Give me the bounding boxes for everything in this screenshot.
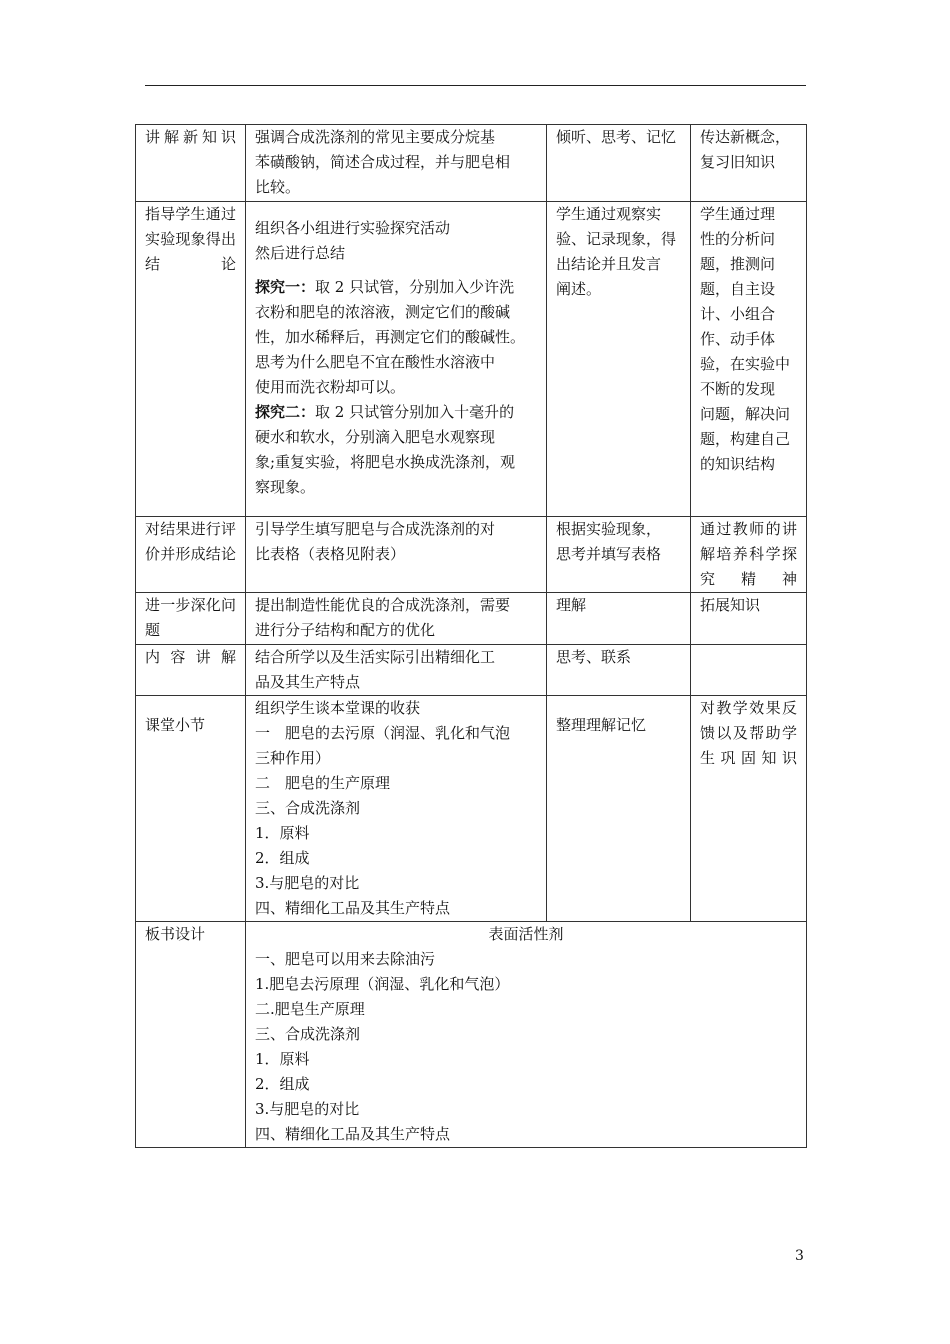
text-line: 象;重复实验，将肥皂水换成洗涤剂，观 — [255, 453, 516, 471]
header-rule — [145, 85, 806, 86]
text-line: 倾听、思考、记忆 — [556, 128, 677, 146]
stage-cell: 板书设计 — [136, 922, 246, 1148]
text-line: 不断的发现 — [700, 380, 776, 398]
table-row — [136, 517, 807, 593]
text-line: 思考、联系 — [556, 648, 632, 666]
text-line: 1．原料 — [255, 824, 310, 842]
teacher-activity-cell — [246, 696, 547, 922]
text-line: 性，加水稀释后，再测定它们的酸碱性。 — [255, 328, 526, 346]
text-line: 2．组成 — [255, 1075, 310, 1093]
purpose-cell: 通过教师的讲解培养科学探究精神 — [691, 517, 807, 593]
text-line: 性的分析问 — [700, 230, 776, 248]
text-line: 比表格（表格见附表） — [255, 545, 406, 563]
text-line: 思考为什么肥皂不宜在酸性水溶液中 — [255, 353, 496, 371]
text-line: 二 肥皂的生产原理 — [255, 774, 391, 792]
text-line: 复习旧知识 — [700, 153, 776, 171]
text-line: 品及其生产特点 — [255, 673, 361, 691]
table-row — [136, 593, 807, 645]
purpose-cell — [691, 593, 807, 645]
teacher-activity-cell — [246, 202, 547, 517]
student-activity-cell — [547, 125, 691, 202]
text-line: 题，构建自己 — [700, 430, 791, 448]
text-line: 强调合成洗涤剂的常见主要成分烷基 — [255, 128, 496, 146]
text-line: 三、合成洗涤剂 — [255, 1025, 361, 1043]
board-title: 表面活性剂 — [488, 925, 564, 943]
lesson-plan-table — [135, 124, 807, 1148]
table-row — [136, 696, 807, 922]
text-line: 1．原料 — [255, 1050, 310, 1068]
text-line: 三种作用） — [255, 749, 331, 767]
text-line: 衣粉和肥皂的浓溶液，测定它们的酸碱 — [255, 303, 511, 321]
text-line: 拓展知识 — [700, 596, 761, 614]
text-line: 题，自主设 — [700, 280, 776, 298]
stage-cell: 指导学生通过实验现象得出结论 — [136, 202, 246, 517]
text-line: 组织各小组进行实验探究活动 — [255, 219, 451, 237]
purpose-cell — [691, 202, 807, 517]
student-activity-cell — [547, 696, 691, 922]
text-line: 比较。 — [255, 178, 301, 196]
text-line: 验，在实验中 — [700, 355, 791, 373]
board-design-cell — [246, 922, 807, 1148]
stage-cell: 对结果进行评价并形成结论 — [136, 517, 246, 593]
student-activity-cell — [547, 593, 691, 645]
purpose-cell — [691, 125, 807, 202]
text-line: 1.肥皂去污原理（润湿、乳化和气泡） — [255, 975, 510, 993]
text-line: 验、记录现象，得 — [556, 230, 677, 248]
purpose-cell — [691, 645, 807, 696]
purpose-cell: 对教学效果反馈以及帮助学生巩固知识 — [691, 696, 807, 922]
text-line: 组织学生谈本堂课的收获 — [255, 699, 421, 717]
text-line: 的知识结构 — [700, 455, 776, 473]
stage-cell: 讲解新知识 — [136, 125, 246, 202]
explore-one-label: 探究一： — [255, 278, 316, 296]
text-line: 学生通过理 — [700, 205, 776, 223]
text-line: 察现象。 — [255, 478, 316, 496]
student-activity-cell — [547, 517, 691, 593]
text-line: 一、肥皂可以用来去除油污 — [255, 950, 436, 968]
table-row — [136, 922, 807, 1148]
text-line: 进行分子结构和配方的优化 — [255, 621, 436, 639]
text-line: 整理理解记忆 — [556, 716, 647, 734]
text-line: 硬水和软水，分别滴入肥皂水观察现 — [255, 428, 496, 446]
text-line: 四、精细化工品及其生产特点 — [255, 1125, 451, 1143]
text-line: 问题，解决问 — [700, 405, 791, 423]
text-line: 提出制造性能优良的合成洗涤剂，需要 — [255, 596, 511, 614]
text-line: 阐述。 — [556, 280, 602, 298]
teacher-activity-cell — [246, 645, 547, 696]
teacher-activity-cell — [246, 125, 547, 202]
text-line: 然后进行总结 — [255, 244, 346, 262]
stage-cell: 内容讲解 — [136, 645, 246, 696]
text-line: 3.与肥皂的对比 — [255, 1100, 360, 1118]
text-line: 根据实验现象， — [556, 520, 662, 538]
text-line: 使用而洗衣粉却可以。 — [255, 378, 406, 396]
text-line: 三、合成洗涤剂 — [255, 799, 361, 817]
table-row — [136, 645, 807, 696]
text-line: 3.与肥皂的对比 — [255, 874, 360, 892]
text-line: 理解 — [556, 596, 587, 614]
explore-two-label: 探究二： — [255, 403, 316, 421]
text-line: 题，推测问 — [700, 255, 776, 273]
teacher-activity-cell — [246, 593, 547, 645]
text-line: 作、动手体 — [700, 330, 776, 348]
text-line: 引导学生填写肥皂与合成洗涤剂的对 — [255, 520, 496, 538]
student-activity-cell — [547, 645, 691, 696]
text-line: 探究二：取 2 只试管分别加入十毫升的 — [255, 403, 515, 421]
text-line: 一 肥皂的去污原（润湿、乳化和气泡 — [255, 724, 511, 742]
text-line: 结合所学以及生活实际引出精细化工 — [255, 648, 496, 666]
page-number: 3 — [795, 1248, 804, 1264]
text-line: 苯磺酸钠，简述合成过程，并与肥皂相 — [255, 153, 511, 171]
table-row — [136, 125, 807, 202]
text-line: 计、小组合 — [700, 305, 776, 323]
stage-cell: 进一步深化问题 — [136, 593, 246, 645]
student-activity-cell — [547, 202, 691, 517]
text-line: 四、精细化工品及其生产特点 — [255, 899, 451, 917]
text-line: 传达新概念， — [700, 128, 791, 146]
text-line: 出结论并且发言 — [556, 255, 662, 273]
teacher-activity-cell — [246, 517, 547, 593]
text-line: 2．组成 — [255, 849, 310, 867]
stage-cell: 课堂小节 — [136, 696, 246, 922]
text-line: 二.肥皂生产原理 — [255, 1000, 365, 1018]
text-line: 探究一：取 2 只试管，分别加入少许洗 — [255, 278, 515, 296]
table-row — [136, 202, 807, 517]
text-line: 思考并填写表格 — [556, 545, 662, 563]
text-line: 学生通过观察实 — [556, 205, 662, 223]
